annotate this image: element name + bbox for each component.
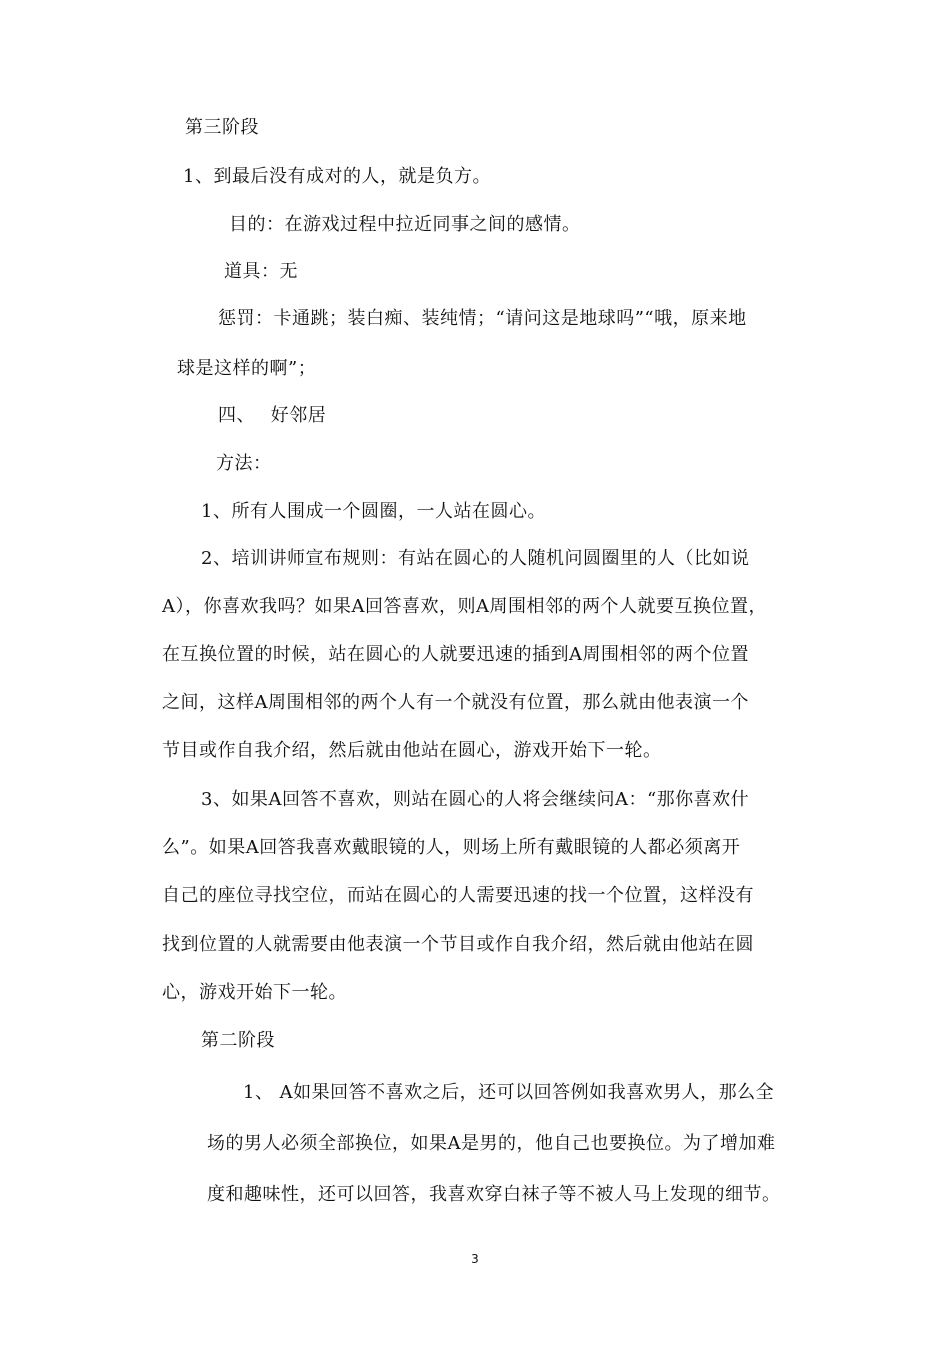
paragraph-line: 在互换位置的时候，站在圆心的人就要迅速的插到A周围相邻的两个位置 [162,644,749,665]
paragraph-line: 之间，这样A周围相邻的两个人有一个就没有位置，那么就由他表演一个 [162,692,749,713]
section-heading-stage-two: 第二阶段 [201,1030,275,1051]
paragraph-line: 惩罚：卡通跳；装白痴、装纯情；“请问这是地球吗”“哦，原来地 [218,308,747,329]
paragraph-line: 自己的座位寻找空位，而站在圆心的人需要迅速的找一个位置，这样没有 [162,885,754,906]
paragraph-line: 找到位置的人就需要由他表演一个节目或作自我介绍，然后就由他站在圆 [162,934,754,955]
paragraph-line: 2、培训讲师宣布规则：有站在圆心的人随机问圆圈里的人（比如说 [201,548,750,569]
paragraph-line: 心，游戏开始下一轮。 [162,982,347,1003]
paragraph-line: 节目或作自我介绍，然后就由他站在圆心，游戏开始下一轮。 [162,740,662,761]
paragraph-line: 目的：在游戏过程中拉近同事之间的感情。 [229,214,581,235]
page-number: 3 [471,1252,479,1266]
section-heading-good-neighbor: 四、 好邻居 [218,405,327,426]
paragraph-line: 1、所有人围成一个圆圈，一人站在圆心。 [201,501,546,522]
paragraph-line: 球是这样的啊”； [177,358,317,379]
paragraph-line: 方法： [216,453,272,474]
paragraph-line: 场的男人必须全部换位，如果A是男的，他自己也要换位。为了增加难 [207,1133,776,1154]
paragraph-line: 1、 A如果回答不喜欢之后，还可以回答例如我喜欢男人，那么全 [243,1082,775,1103]
section-heading-stage-three: 第三阶段 [185,117,259,138]
paragraph-line: A），你喜欢我吗？如果A回答喜欢，则A周围相邻的两个人就要互换位置， [162,596,767,617]
paragraph-line: 道具：无 [224,261,298,282]
paragraph-line: 么”。如果A回答我喜欢戴眼镜的人，则场上所有戴眼镜的人都必须离开 [162,837,741,858]
paragraph-line: 度和趣味性，还可以回答，我喜欢穿白袜子等不被人马上发现的细节。 [207,1184,781,1205]
paragraph-line: 1、到最后没有成对的人，就是负方。 [183,166,491,187]
paragraph-line: 3、如果A回答不喜欢，则站在圆心的人将会继续问A：“那你喜欢什 [201,789,750,810]
